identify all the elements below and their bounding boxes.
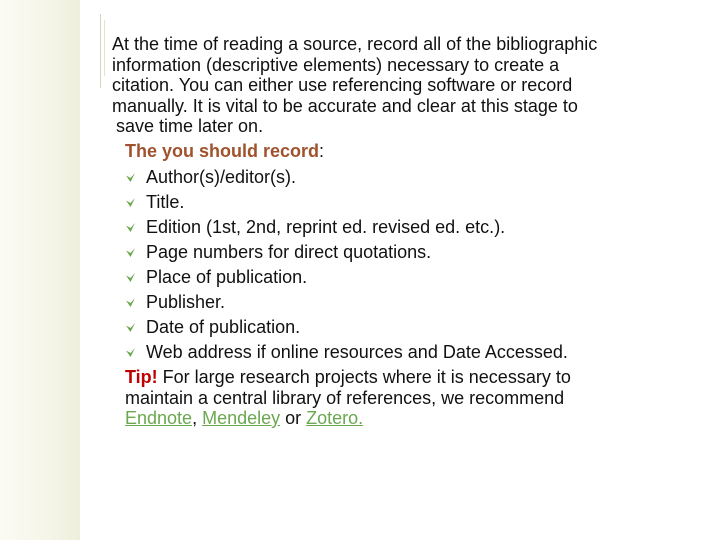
list-item bbox=[125, 215, 672, 240]
side-band bbox=[0, 0, 80, 540]
intro-line: save time later on. bbox=[116, 116, 264, 136]
intro-line: At the time of reading a source, record all of the bibliographic bbox=[112, 34, 598, 54]
tip-tools-line bbox=[125, 408, 672, 429]
checkmark-icon bbox=[125, 322, 136, 333]
checkmark-icon bbox=[125, 347, 136, 358]
intro-paragraph bbox=[112, 34, 672, 137]
list-item bbox=[125, 315, 672, 340]
checkmark-icon bbox=[125, 172, 136, 183]
body-text bbox=[112, 34, 672, 429]
list-item bbox=[125, 340, 672, 365]
mendeley-link[interactable]: Mendeley bbox=[202, 408, 281, 428]
record-heading-label: The you should record bbox=[125, 140, 320, 161]
list-item-text: Page numbers for direct quotations. bbox=[146, 242, 432, 263]
zotero-link[interactable]: Zotero. bbox=[306, 408, 364, 428]
list-item-text: Web address if online resources and Date Accessed. bbox=[146, 342, 568, 363]
intro-line: manually. It is vital to be accurate and clear at this stage to bbox=[112, 95, 578, 116]
tip-line: maintain a central library of references, we recommend bbox=[125, 387, 565, 408]
checkmark-icon bbox=[125, 297, 136, 308]
list-item bbox=[125, 240, 672, 265]
record-heading-colon: : bbox=[319, 140, 325, 161]
list-item-text: Title. bbox=[146, 192, 185, 213]
endnote-link[interactable]: Endnote bbox=[125, 408, 193, 428]
record-heading bbox=[125, 141, 672, 162]
checkmark-icon bbox=[125, 247, 136, 258]
list-item-text: Date of publication. bbox=[146, 317, 301, 338]
accent-line bbox=[100, 14, 101, 88]
tip-line bbox=[125, 367, 672, 388]
tip-paragraph bbox=[125, 367, 672, 429]
list-item-text: Publisher. bbox=[146, 292, 226, 313]
intro-line: citation. You can either use referencing software or record bbox=[112, 75, 573, 95]
list-item bbox=[125, 290, 672, 315]
intro-line: information (descriptive elements) necessary to create a bbox=[112, 54, 560, 75]
tools-separator: , bbox=[192, 408, 203, 428]
tip-text: For large research projects where it is necessary to bbox=[157, 367, 571, 387]
accent-line-secondary bbox=[104, 20, 105, 76]
list-item-text: Author(s)/editor(s). bbox=[146, 167, 297, 188]
list-item bbox=[125, 190, 672, 215]
list-item-text: Place of publication. bbox=[146, 267, 308, 288]
list-item bbox=[125, 265, 672, 290]
checkmark-icon bbox=[125, 222, 136, 233]
tools-separator: or bbox=[280, 408, 307, 428]
record-list bbox=[112, 165, 672, 365]
tip-label: Tip! bbox=[125, 367, 158, 387]
list-item-text: Edition (1st, 2nd, reprint ed. revised ed. etc.). bbox=[146, 217, 506, 238]
checkmark-icon bbox=[125, 272, 136, 283]
list-item bbox=[125, 165, 672, 190]
checkmark-icon bbox=[125, 197, 136, 208]
